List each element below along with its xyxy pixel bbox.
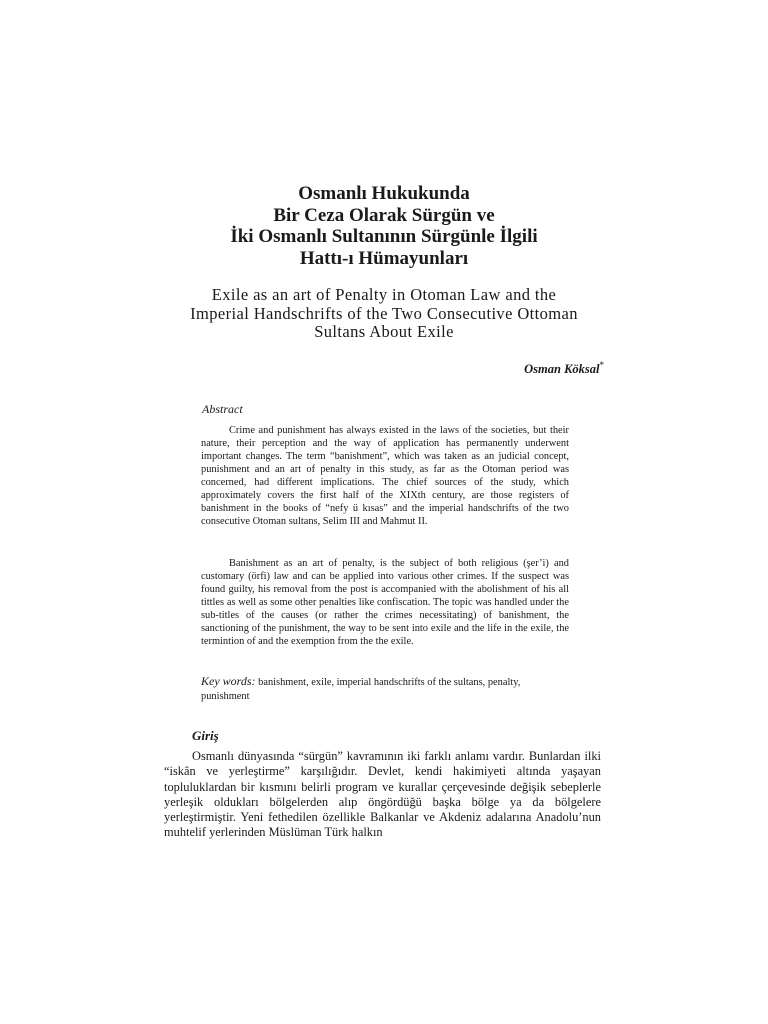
abstract-heading: Abstract [202, 402, 243, 416]
turkish-title-line: Bir Ceza Olarak Sürgün ve [273, 204, 495, 226]
turkish-title-line: Hattı-ı Hümayunları [299, 247, 469, 269]
turkish-title-line: Osmanlı Hukukunda [298, 183, 470, 204]
english-title-line: Exile as an art of Penalty in Otoman Law and the [211, 285, 557, 304]
english-title [0, 286, 768, 342]
author-line [524, 360, 604, 377]
keywords-text: banishment, exile, imperial handschrifts of the sultans, penalty, punishment [201, 677, 521, 702]
english-title-line: Imperial Handschrifts of the Two Consecutive Ottoman [190, 303, 578, 323]
turkish-title [0, 183, 768, 269]
section-heading: Giriş [192, 728, 219, 743]
turkish-title-line: İki Osmanlı Sultanının Sürgünle İlgili [230, 226, 538, 247]
author-footnote-mark: * [599, 360, 604, 370]
abstract-paragraph: Banishment as an art of penalty, is the subject of both religious (şer’i) and customary (örfi) law and can be applied into various other crimes. If the suspect was found guilty, his removal from the post is accompanied with the abolishment of his all tittles as well as some other penalties like confiscation. The topic was handled under the sub-titles of the causes (or rather the crimes necessitating) of banishment, the sanctioning of the punishment, the way to be sent into exile and the life in the exile, the termintion of and the exemption from the the exile. [201, 558, 569, 647]
english-title-line: Sultans About Exile [314, 322, 454, 341]
abstract-paragraph: Crime and punishment has always existed in the laws of the societies, but their nature, their perception and the way of application has permanently underwent important changes. The term “banishment”, which was taken as an judicial concept, punishment and an art of penalty in this study, as far as the Otoman period was concerned, had different implications. The chief sources of the study, which approximately covers the first half of the XIXth century, are those registers of banishment in the books of “nefy ü kısas” and the imperial handschrifts of the two consecutive Otoman sultans, Selim III and Mahmut II. [201, 425, 569, 527]
body-paragraph: Osmanlı dünyasında “sürgün” kavramının iki farklı anlamı vardır. Bunlardan ilki “iskân ve yerleştirme” karşılığıdır. Devlet, kendi hakimiyeti altında yaşayan topluluklardan bir kısmını belirli program ve kurallar çerçevesinde değişik sebeplerle yerleşik oldukları bölgelerden alıp öngördüğü başka bölge ya da bölgelere yerleştirmiştir. Yeni fethedilen özellikle Balkanlar ve Akdeniz adalarına Anadolu’nun muhtelif yerlerinden Müslüman Türk halkın [164, 749, 601, 840]
author-name: Osman Köksal [524, 362, 600, 377]
keywords-label: Key words: [201, 674, 256, 688]
keywords [201, 674, 569, 704]
